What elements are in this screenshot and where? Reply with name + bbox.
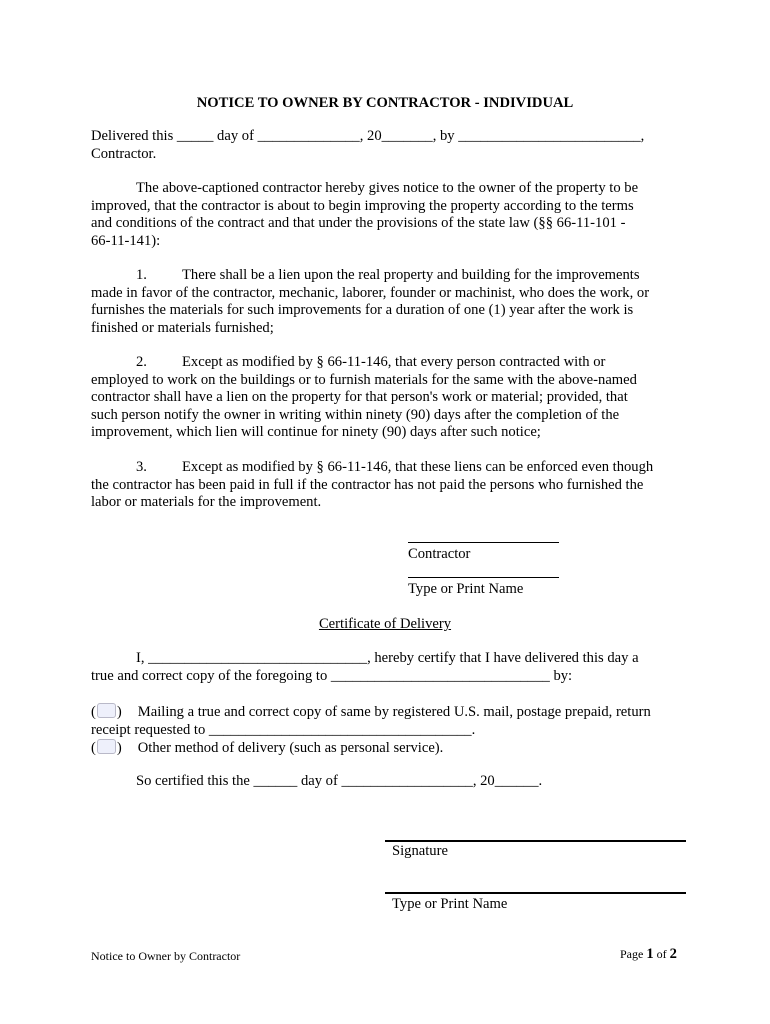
page-number: Page 1 of 2	[620, 946, 677, 962]
contractor-name-line[interactable]	[408, 577, 559, 578]
type-print-name-label: Type or Print Name	[408, 581, 524, 597]
mail-checkbox[interactable]	[97, 703, 116, 718]
item-number: 1.	[136, 267, 147, 283]
intro-line: and conditions of the contract and that under the provisions of the state law (§§ 66-11-101 -	[91, 215, 626, 231]
item-first-line: 3. Except as modified by § 66-11-146, that these liens can be enforced even though	[136, 459, 654, 475]
current-page: 1	[646, 946, 654, 962]
delivered-line: Delivered this _____ day of ______________, 20_______, by _________________________,	[91, 128, 645, 144]
print-name-line[interactable]	[385, 892, 686, 894]
item-number: 3.	[136, 459, 147, 475]
other-method-checkbox[interactable]	[97, 739, 116, 754]
type-print-name-label-2: Type or Print Name	[392, 896, 508, 912]
item-line: improvement, which lien will continue for ninety (90) days after such notice;	[91, 424, 541, 440]
mail-option-text: Mailing a true and correct copy of same by registered U.S. mail, postage prepaid, return	[137, 704, 651, 720]
signature-label: Signature	[392, 843, 448, 859]
item-line: furnishes the materials for such improvements for a duration of one (1) year after the work is	[91, 302, 634, 318]
certified-date-line: So certified this the ______ day of __________________, 20______.	[136, 773, 543, 789]
item-line: made in favor of the contractor, mechanic, laborer, founder or machinist, who does the work, or	[91, 284, 650, 301]
intro-line: The above-captioned contractor hereby gives notice to the owner of the property to be	[136, 180, 639, 196]
item-line: such person notify the owner in writing within ninety (90) days after the completion of the	[91, 406, 620, 423]
item-number: 2.	[136, 354, 147, 370]
delivery-option-mail: ( ) Mailing a true and correct copy of same by registered U.S. mail, postage prepaid, return	[91, 704, 651, 720]
item-line: labor or materials for the improvement.	[91, 494, 322, 510]
contractor-label: Contractor	[408, 546, 471, 562]
other-option-text: Other method of delivery (such as personal service).	[137, 740, 444, 756]
signature-line[interactable]	[385, 840, 686, 842]
certify-line: true and correct copy of the foregoing to ______________________________ by:	[91, 667, 573, 684]
numbered-item-1	[91, 267, 681, 337]
item-first-line: 1. There shall be a lien upon the real property and building for the improvements	[136, 267, 640, 283]
document-title: NOTICE TO OWNER BY CONTRACTOR - INDIVIDUAL	[196, 95, 574, 111]
certify-line: I, ______________________________, hereby certify that I have delivered this day a	[136, 650, 639, 666]
item-line: the contractor has been paid in full if the contractor has not paid the persons who furnished the	[91, 476, 644, 493]
certify-paragraph	[91, 650, 681, 685]
numbered-item-3	[91, 459, 681, 512]
intro-paragraph	[91, 180, 681, 250]
numbered-item-2	[91, 354, 681, 442]
delivery-options	[91, 703, 681, 758]
contractor-signature-line[interactable]	[408, 542, 559, 543]
delivery-option-other: ( ) Other method of delivery (such as personal service).	[91, 740, 444, 756]
mail-option-continuation: receipt requested to ____________________________________.	[91, 721, 476, 738]
certificate-heading: Certificate of Delivery	[318, 616, 452, 632]
item-first-line: 2. Except as modified by § 66-11-146, that every person contracted with or	[136, 354, 606, 370]
item-line: contractor shall have a lien on the property for that person's work or material; provided, that	[91, 389, 628, 405]
intro-line: improved, that the contractor is about to begin improving the property according to the terms	[91, 197, 634, 214]
item-line: finished or materials furnished;	[91, 319, 274, 336]
delivered-paragraph	[91, 128, 681, 163]
footer-title: Notice to Owner by Contractor	[91, 949, 241, 963]
delivered-line: Contractor.	[91, 145, 157, 162]
intro-line: 66-11-141):	[91, 232, 161, 249]
total-pages: 2	[669, 946, 677, 962]
item-line: employed to work on the buildings or to furnish materials for the same with the above-named	[91, 371, 637, 388]
